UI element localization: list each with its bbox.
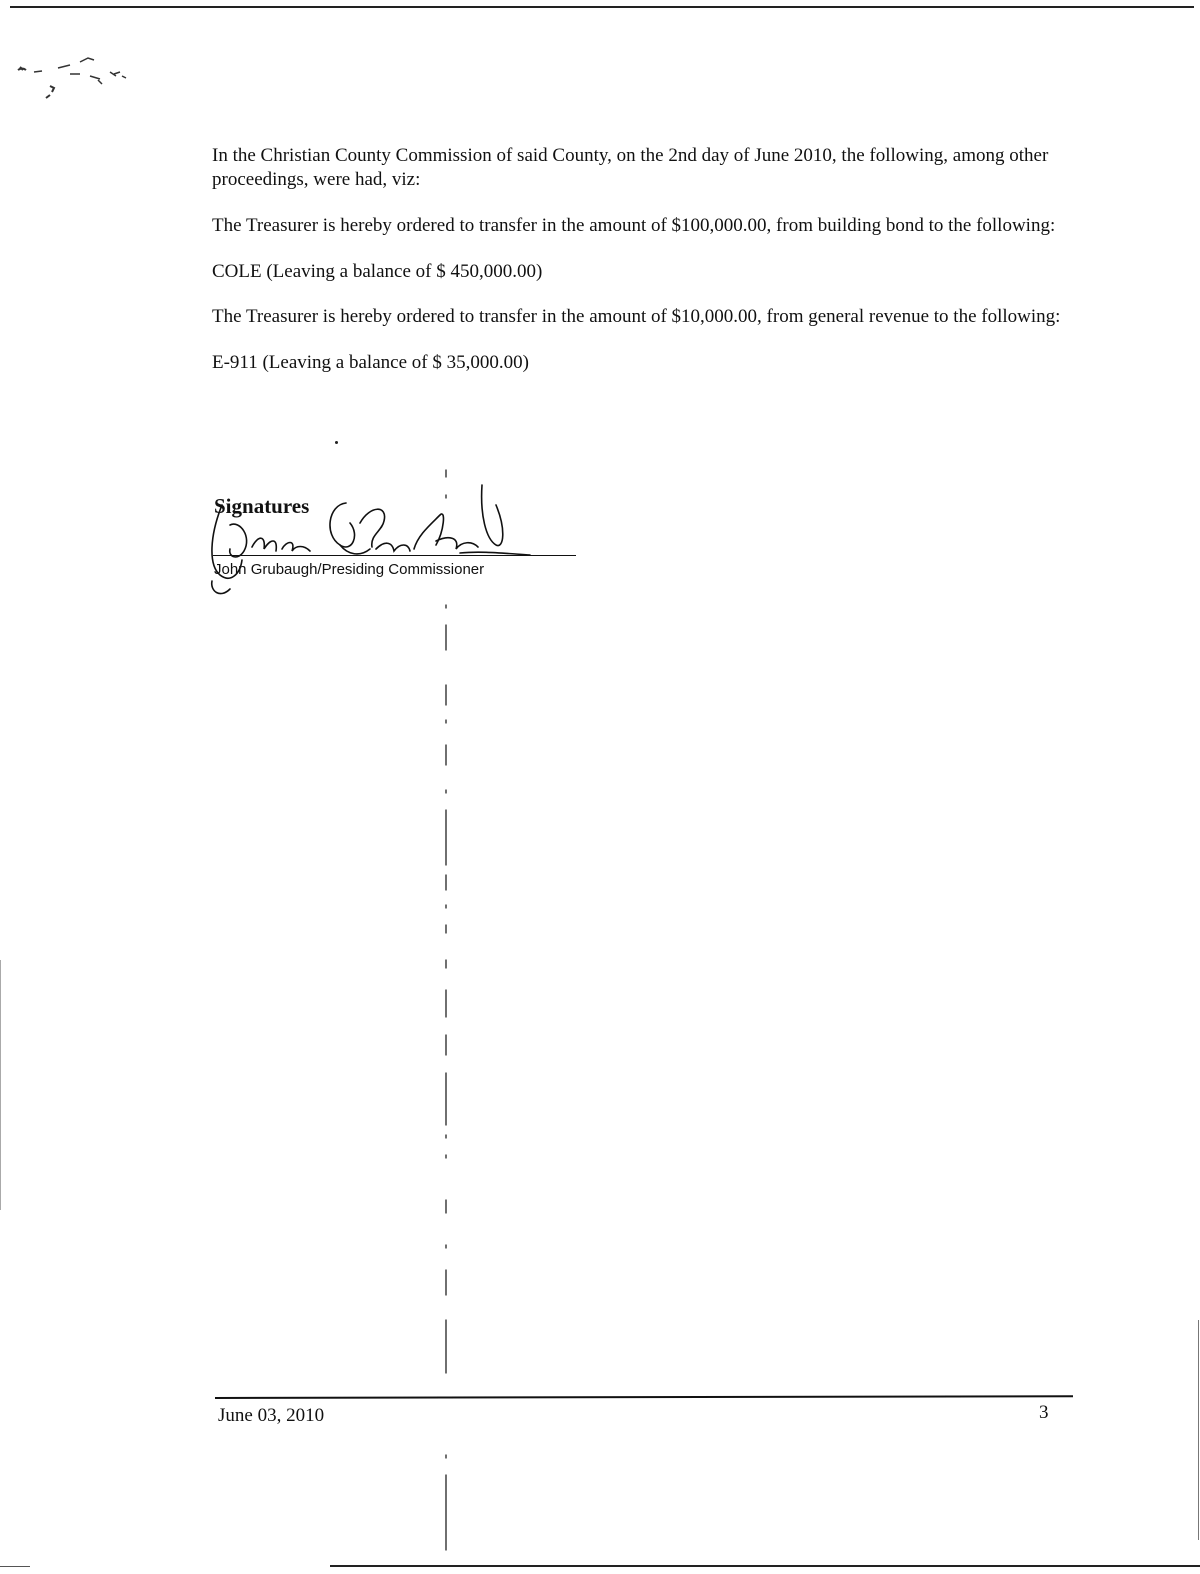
scan-fold-marks [440, 465, 452, 1555]
right-scan-edge [1198, 1320, 1199, 1540]
balance-line-2: E-911 (Leaving a balance of $ 35,000.00) [212, 352, 529, 373]
handwritten-signature [200, 465, 540, 605]
footer-rule [215, 1395, 1073, 1399]
footer-date: June 03, 2010 [218, 1405, 325, 1426]
signer-caption: John Grubaugh/Presiding Commissioner [214, 561, 485, 578]
balance-line-1: COLE (Leaving a balance of $ 450,000.00) [212, 261, 543, 282]
transfer-order-1: The Treasurer is hereby ordered to transfer in the amount of $100,000.00, from building bond to the following: [212, 215, 1056, 236]
scan-specks [10, 50, 140, 110]
bottom-left-scan-mark [0, 1566, 30, 1567]
intro-paragraph: In the Christian County Commission of said County, on the 2nd day of June 2010, the following, among other proceedings, were had, viz: [212, 145, 1049, 190]
signature-line [213, 555, 576, 556]
top-scan-edge [10, 6, 1194, 8]
bottom-scan-edge [330, 1565, 1200, 1567]
stray-dot [335, 441, 338, 444]
page-number: 3 [1039, 1402, 1049, 1423]
left-scan-edge [0, 960, 1, 1210]
transfer-order-2: The Treasurer is hereby ordered to transfer in the amount of $10,000.00, from general revenue to the following: [212, 306, 1061, 327]
signatures-heading: Signatures [214, 494, 310, 518]
proceedings-body [212, 144, 1092, 396]
